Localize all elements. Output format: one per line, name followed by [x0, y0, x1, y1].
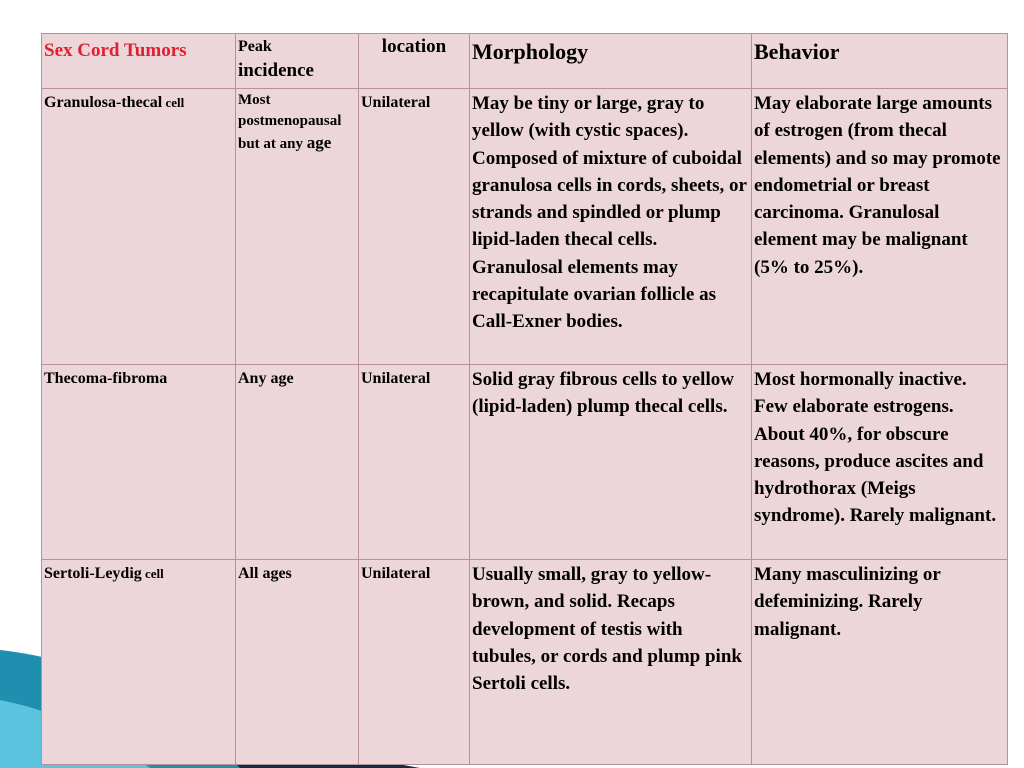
peak-line3 [238, 132, 356, 155]
morphology-cell: Solid gray fibrous cells to yellow (lipid-laden) plump thecal cells. [470, 365, 752, 560]
table-row [42, 560, 1008, 765]
header-behavior: Behavior [752, 34, 1008, 89]
tumor-name-suffix: cell [141, 566, 164, 581]
peak-line3-text: but at any [238, 136, 307, 152]
peak-incidence-cell: All ages [236, 560, 359, 765]
location-cell: Unilateral [359, 365, 470, 560]
tumor-name: Sertoli-Leydig [44, 565, 142, 582]
table-row [42, 365, 1008, 560]
behavior-cell: Many masculinizing or defeminizing. Rarely malignant. [752, 560, 1008, 765]
tumor-name-cell [42, 560, 236, 765]
header-peak-line2: incidence [238, 60, 314, 81]
tumor-name-cell [42, 89, 236, 365]
table-row [42, 89, 1008, 365]
behavior-cell: Most hormonally inactive. Few elaborate estrogens. About 40%, for obscure reasons, produce ascites and hydrothorax (Meigs syndrome). Rarely malignant. [752, 365, 1008, 560]
morphology-cell: May be tiny or large, gray to yellow (with cystic spaces). Composed of mixture of cuboidal granulosa cells in cords, sheets, or strands and spindled or plump lipid-laden thecal cells. Granulosal elements may recapitulate ovarian follicle as Call-Exner bodies. [470, 89, 752, 365]
peak-line2: postmenopausal [238, 113, 342, 129]
header-location: location [359, 34, 470, 89]
peak-incidence-cell [236, 89, 359, 365]
tumor-name: Granulosa-thecal [44, 94, 163, 111]
tumor-name-suffix: cell [162, 95, 185, 110]
tumor-name-cell [42, 365, 236, 560]
header-sex-cord-tumors: Sex Cord Tumors [42, 34, 236, 89]
header-peak-incidence [236, 34, 359, 89]
tumor-name: Thecoma-fibroma [44, 370, 168, 387]
location-cell: Unilateral [359, 560, 470, 765]
sex-cord-tumors-table [41, 33, 1008, 765]
behavior-cell: May elaborate large amounts of estrogen (from thecal elements) and so may promote endometrial or breast carcinoma. Granulosal element may be malignant (5% to 25%). [752, 89, 1008, 365]
morphology-cell: Usually small, gray to yellow-brown, and solid. Recaps development of testis with tubules, or cords and plump pink Sertoli cells. [470, 560, 752, 765]
header-peak-line1: Peak [238, 38, 272, 55]
peak-line1: Most [238, 92, 271, 108]
location-cell: Unilateral [359, 89, 470, 365]
table-header-row [42, 34, 1008, 89]
peak-line3-age: age [306, 133, 332, 152]
header-morphology: Morphology [470, 34, 752, 89]
peak-incidence-cell: Any age [236, 365, 359, 560]
